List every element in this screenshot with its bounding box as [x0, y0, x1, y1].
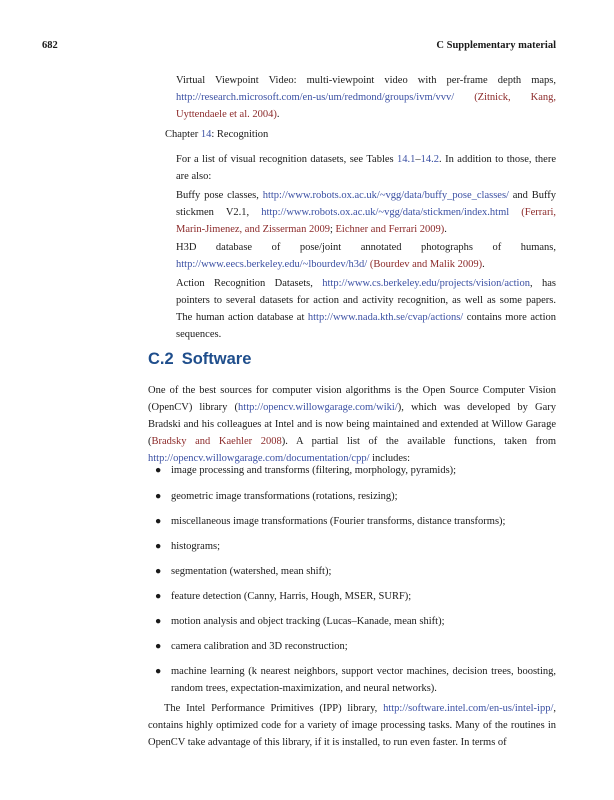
software-text-2: ), which was developed by Gary Bradski and his colleagues at Intel and is now being maintained and extended at Willow Garage (	[148, 402, 557, 447]
bullet-icon: ●	[155, 641, 162, 652]
recog-rest: . In addition to those, there are also:	[176, 154, 556, 182]
action-text-1: Action Recognition Datasets,	[176, 278, 323, 289]
list-item-text: motion analysis and object tracking (Lucas–Kanade, mean shift);	[171, 616, 445, 627]
bullet-icon: ●	[155, 666, 162, 677]
list-item-text: machine learning (k nearest neighbors, support vector machines, decision trees, boosting, random trees, expectation-maximization, and neural networks).	[171, 666, 556, 694]
list-item-text: camera calibration and 3D reconstruction;	[171, 641, 348, 652]
buffy-text-4: ;	[329, 224, 336, 235]
vvv-citation[interactable]: (Zitnick, Kang, Uyttendaele et al. 2004)	[176, 92, 556, 120]
list-item-text: feature detection (Canny, Harris, Hough, MSER, SURF);	[171, 591, 412, 602]
action-text-2: , has pointers to several datasets for action and activity recognition, as well as some papers. The human action database at	[176, 278, 556, 323]
table-14-1-link[interactable]: 14.1	[397, 154, 416, 165]
vvv-text: Virtual Viewpoint Video: multi-viewpoint video with per-frame depth maps,	[176, 75, 556, 86]
intel-ipp-link[interactable]: http://software.intel.com/en-us/intel-ipp/	[383, 703, 554, 714]
list-item	[155, 638, 556, 655]
chapter-prefix: Chapter	[165, 129, 201, 140]
vvv-end: .	[276, 109, 280, 120]
buffy-citation-2[interactable]: Eichner and Ferrari 2009)	[335, 224, 445, 235]
vvv-sep	[454, 92, 474, 103]
list-item-text: image processing and transforms (filtering, morphology, pyramids);	[171, 465, 457, 476]
bullet-icon: ●	[155, 616, 162, 627]
chapter-suffix: : Recognition	[211, 129, 269, 140]
bullet-icon: ●	[155, 465, 162, 476]
chapter-14-link[interactable]: 14	[200, 129, 212, 140]
action-link[interactable]: http://www.cs.berkeley.edu/projects/vision/action	[322, 278, 530, 289]
buffy-text-3	[509, 207, 521, 218]
recognition-intro	[176, 151, 556, 185]
ipp-text-1: The Intel Performance Primitives (IPP) library,	[164, 703, 384, 714]
vvv-entry	[176, 72, 556, 123]
h3d-end: .	[482, 259, 485, 270]
list-item	[155, 663, 556, 697]
kth-actions-link[interactable]: http://www.nada.kth.se/cvap/actions/	[307, 312, 464, 323]
software-text-3: ). A partial list of the available functions, taken from	[281, 436, 556, 447]
buffy-text-2: and Buffy stickmen V2.1,	[176, 190, 556, 218]
section-heading	[148, 350, 259, 369]
buffy-stickmen-link[interactable]: http://www.robots.ox.ac.uk/~vgg/data/stickmen/index.html	[261, 207, 510, 218]
h3d-link[interactable]: http://www.eecs.berkeley.edu/~lbourdev/h3d/	[176, 259, 368, 270]
h3d-text: H3D database of pose/joint annotated photographs of humans,	[176, 242, 556, 253]
page-number: 682	[42, 40, 58, 51]
list-item	[155, 488, 556, 505]
software-text-4: includes:	[369, 453, 411, 464]
bradsky-citation[interactable]: Bradsky and Kaehler 2008	[151, 436, 282, 447]
buffy-end: .	[444, 224, 447, 235]
running-header	[42, 40, 556, 56]
software-text-1: One of the best sources for computer vision algorithms is the Open Source Computer Vision (OpenCV) library (	[148, 385, 556, 413]
running-title: C Supplementary material	[436, 40, 556, 51]
bullet-icon: ●	[155, 591, 162, 602]
list-item	[155, 588, 556, 605]
list-item	[155, 563, 556, 580]
software-paragraph	[148, 382, 556, 467]
ipp-text-2: , contains highly optimized code for a variety of image processing tasks. Many of the routines in OpenCV take advantage of this library, if it is installed, to run even faster. In terms of	[148, 703, 556, 748]
list-item-text: histograms;	[171, 541, 220, 552]
ipp-paragraph	[148, 700, 556, 751]
table-14-2-link[interactable]: 14.2	[420, 154, 440, 165]
opencv-wiki-link[interactable]: http://opencv.willowgarage.com/wiki/	[238, 402, 398, 413]
list-item	[155, 538, 556, 555]
list-item	[155, 462, 556, 479]
recog-dash: –	[415, 154, 421, 165]
list-item-text: segmentation (watershed, mean shift);	[171, 566, 332, 577]
bullet-icon: ●	[155, 491, 162, 502]
bullet-icon: ●	[155, 516, 162, 527]
h3d-entry	[176, 239, 556, 273]
bullet-icon: ●	[155, 566, 162, 577]
chapter-14-heading	[165, 126, 556, 143]
buffy-citation-1[interactable]: (Ferrari, Marin-Jimenez, and Zisserman 2009	[176, 207, 556, 235]
buffy-text-1: Buffy pose classes,	[176, 190, 263, 201]
bullet-icon: ●	[155, 541, 162, 552]
buffy-entry	[176, 187, 556, 238]
buffy-pose-link[interactable]: http://www.robots.ox.ac.uk/~vgg/data/buffy_pose_classes/	[262, 190, 509, 201]
recog-text: For a list of visual recognition datasets, see Tables	[176, 154, 398, 165]
h3d-citation[interactable]: (Bourdev and Malik 2009)	[369, 259, 483, 270]
section-title: Software	[181, 350, 252, 368]
opencv-docs-link[interactable]: http://opencv.willowgarage.com/documentation/cpp/	[148, 453, 370, 464]
list-item-text: geometric image transformations (rotations, resizing);	[171, 491, 398, 502]
vvv-link[interactable]: http://research.microsoft.com/en-us/um/redmond/groups/ivm/vvv/	[176, 92, 455, 103]
action-text-3: contains more action sequences.	[176, 312, 556, 340]
list-item	[155, 613, 556, 630]
list-item	[155, 513, 556, 530]
list-item-text: miscellaneous image transformations (Fourier transforms, distance transforms);	[171, 516, 506, 527]
section-number: C.2	[148, 350, 174, 368]
action-entry	[176, 275, 556, 343]
